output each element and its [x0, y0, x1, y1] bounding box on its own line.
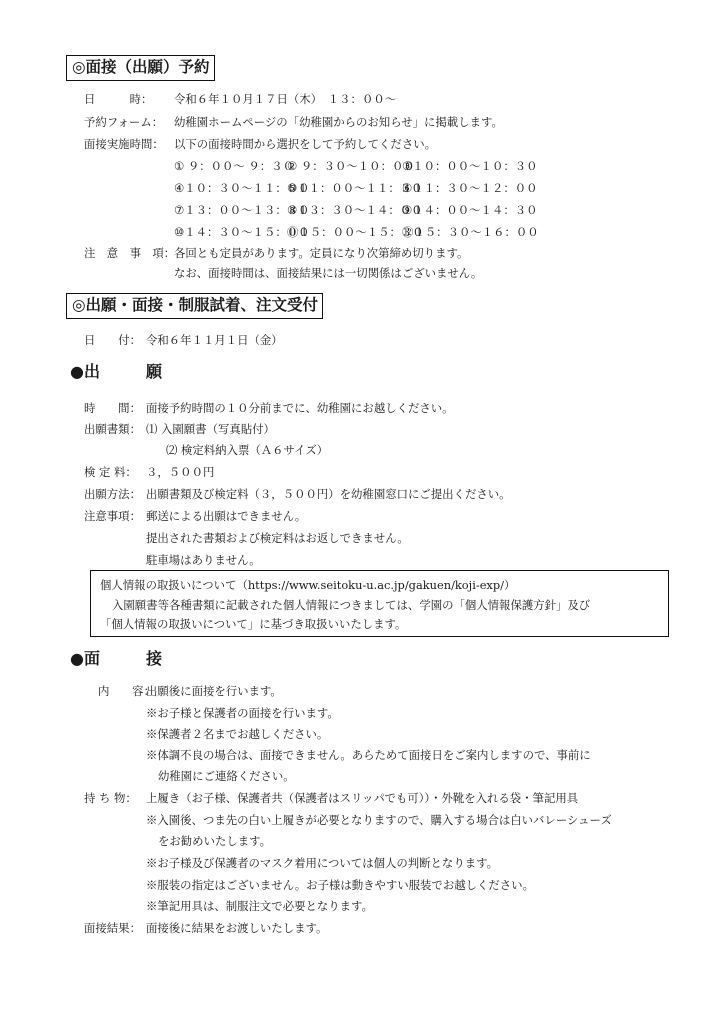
content-label: 内 容：: [98, 684, 155, 698]
slot-12: ⑫１５：３０～１６：００: [402, 225, 539, 239]
slot-11: ⑪１５：００～１５：３０: [287, 225, 424, 239]
slot-8: ⑧１３：３０～１４：００: [287, 203, 423, 217]
form-label: 予約フォーム：: [84, 115, 164, 129]
caution-2: 提出された書類および検定料はお返しできません。: [146, 531, 409, 545]
date-value-2: 令和６年１１月１日（金）: [146, 333, 283, 347]
note-label: 注 意 事 項：: [84, 246, 176, 260]
time-value: 面接予約時間の１０分前までに、幼稚園にお越しください。: [146, 401, 454, 415]
docs-label: 出願書類：: [84, 422, 141, 436]
content-value: 出願後に面接を行います。: [146, 684, 282, 698]
apply-heading: [70, 361, 162, 383]
content-note-2: ※保護者２名までお越しください。: [146, 727, 329, 741]
section-title-apply-interview-uniform: ◎出願・面接・制服試着、注文受付: [66, 293, 323, 319]
note-2: なお、面接時間は、面接結果には一切関係はございません。: [174, 266, 483, 280]
slot-1: ① ９：００～ ９：３０: [174, 159, 294, 173]
content-note-3b: 幼稚園にご連絡ください。: [158, 769, 295, 783]
slot-2: ② ９：３０～１０：００: [287, 159, 415, 173]
items-note-3: ※服装の指定はございません。お子様は動きやすい服装でお越しください。: [146, 878, 534, 892]
items-note-1b: をお勧めいたします。: [158, 834, 271, 848]
slot-5: ⑤１１：００～１１：３０: [287, 181, 423, 195]
items-value: 上履き（お子様、保護者共（保護者はスリッパでも可））・外靴を入れる袋・筆記用具: [146, 791, 579, 805]
content-note-3a: ※体調不良の場合は、面接できません。あらためて面接日をご案内しますので、事前に: [146, 748, 591, 762]
fee-label: 検 定 料：: [84, 465, 137, 479]
slot-7: ⑦１３：００～１３：３０: [174, 203, 310, 217]
caution-1: 郵送による出願はできません。: [146, 509, 307, 523]
caution-label: 注意事項：: [84, 509, 141, 523]
privacy-heading: 個人情報の取扱いについて（https://www.seitoku-u.ac.jp/gakuen/koji-exp/）: [100, 578, 516, 592]
items-label: 持 ち 物：: [84, 791, 137, 805]
apply-heading-a: ●出: [70, 362, 100, 381]
interview-heading: [70, 648, 162, 670]
items-note-4: ※筆記用具は、制服注文で必要となります。: [146, 899, 373, 913]
interview-heading-b: 接: [145, 649, 162, 668]
result-value: 面接後に結果をお渡しいたします。: [146, 921, 328, 935]
note-1: 各回とも定員があります。定員になり次第締め切ります。: [174, 246, 469, 260]
slot-6: ⑥１１：３０～１２：００: [402, 181, 538, 195]
time-label: 時 間：: [84, 401, 141, 415]
caution-3: 駐車場はありません。: [146, 553, 261, 567]
fee-value: ３，５００円: [146, 465, 215, 479]
result-label: 面接結果：: [84, 921, 141, 935]
doc-2: ⑵ 検定料納入票（Ａ６サイズ）: [166, 443, 329, 457]
times-intro: 以下の面接時間から選択をして予約してください。: [174, 137, 436, 151]
date-value: 令和６年１０月１７日（木） １３：００～: [174, 92, 397, 106]
slot-4: ④１０：３０～１１：００: [174, 181, 310, 195]
form-value: 幼稚園ホームページの「幼稚園からのお知らせ」に掲載します。: [174, 115, 503, 129]
times-label: 面接実施時間：: [84, 137, 164, 151]
privacy-line-2: 「個人情報の取扱いについて」に基づき取扱いいたします。: [100, 617, 407, 631]
method-value: 出願書類及び検定料（３，５００円）を幼稚園窓口にご提出ください。: [146, 487, 511, 501]
interview-heading-a: ●面: [70, 649, 100, 668]
doc-1: ⑴ 入園願書（写真貼付）: [146, 422, 275, 436]
slot-9: ⑨１４：００～１４：３０: [402, 203, 538, 217]
items-note-1a: ※入園後、つま先の白い上履きが必要となりますので、購入する場合は白いバレーシューズ: [146, 813, 612, 827]
date-label-2: 日 付：: [84, 333, 141, 347]
privacy-line-1: 入園願書等各種書類に記載された個人情報につきましては、学園の「個人情報保護方針」及び: [112, 598, 591, 612]
items-note-2: ※お子様及び保護者のマスク着用については個人の判断となります。: [146, 856, 498, 870]
slot-3: ③１０：００～１０：３０: [402, 159, 538, 173]
slot-10: ⑩１４：３０～１５：００: [174, 225, 310, 239]
section-title-interview-reservation: ◎面接（出願）予約: [66, 55, 215, 81]
date-label: 日 時：: [84, 92, 153, 106]
apply-heading-b: 願: [145, 362, 162, 381]
content-note-1: ※お子様と保護者の面接を行います。: [146, 706, 339, 720]
method-label: 出願方法：: [84, 487, 141, 501]
